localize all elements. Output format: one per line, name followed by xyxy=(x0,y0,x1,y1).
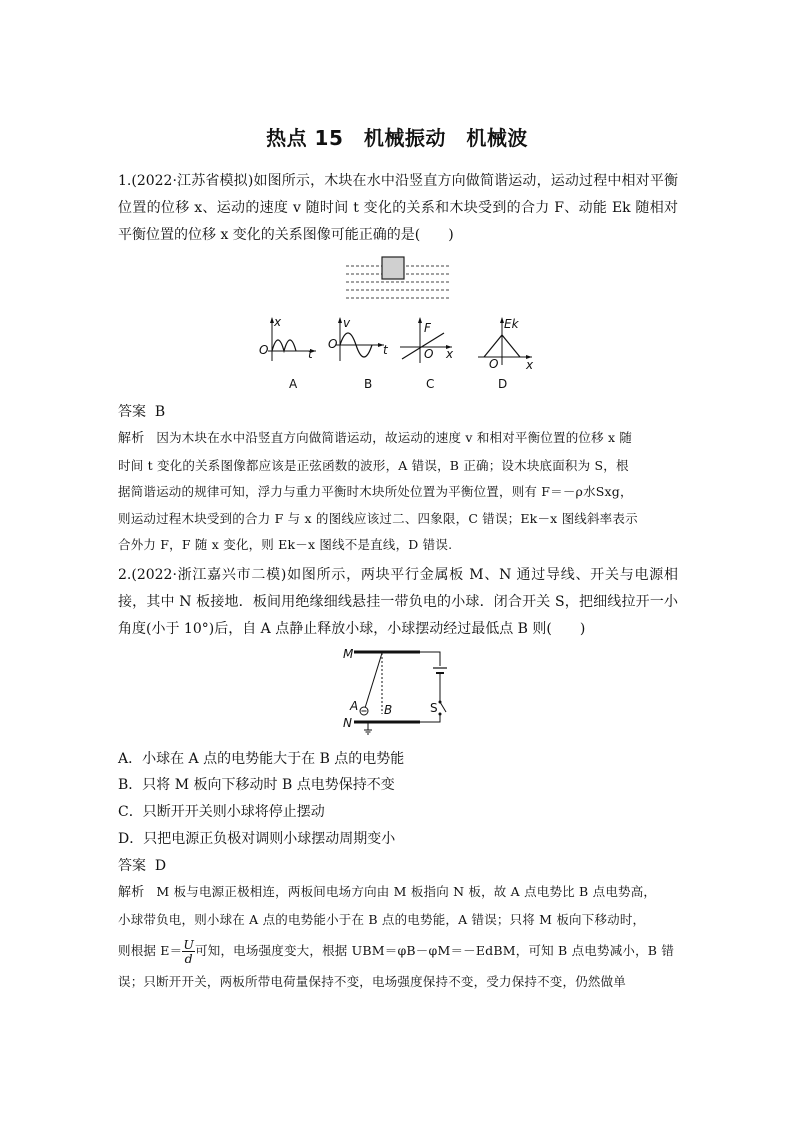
option-a: A．小球在 A 点的电势能大于在 B 点的电势能 xyxy=(118,751,405,767)
question-1-text: 1.(2022·江苏省模拟)如图所示，木块在水中沿竖直方向做简谐运动，运动过程中相对平衡位置的位移 x、运动的速度 v 随时间 t 变化的关系和木块受到的合力 F、动能 Ek 随相对平衡位置的位移 x 变化的关系图像可能正确的是( ) xyxy=(118,173,678,243)
question-2-text: 2.(2022·浙江嘉兴市二模)如图所示，两块平行金属板 M、N 通过导线、开关与电源相接，其中 N 板接地．板间用绝缘细线悬挂一带负电的小球．闭合开关 S，把细线拉开一小角度(小于 10°)后，自 A 点静止释放小球，小球摆动经过最低点 B 则( ) xyxy=(118,567,678,637)
graph-d-y-label: Ek xyxy=(504,317,519,331)
q1-water-block-figure xyxy=(340,255,456,307)
plate-m-label: M xyxy=(343,647,354,661)
switch-s-label: S xyxy=(430,701,438,715)
page-title: 热点 15 机械振动 机械波 xyxy=(266,126,528,150)
fraction-u-over-d: $\frac{U}{d}$ xyxy=(183,937,195,966)
option-b: B．只将 M 板向下移动时 B 点电势保持不变 xyxy=(118,777,395,793)
option-d: D．只把电源正负极对调则小球摆动周期变小 xyxy=(118,831,396,847)
graph-label-a: A xyxy=(289,377,298,391)
graph-label-b: B xyxy=(364,377,373,391)
graph-a-y-label: x xyxy=(274,315,282,329)
graph-a-origin: O xyxy=(259,343,269,357)
graph-b-origin: O xyxy=(328,337,338,351)
graph-b-y-label: v xyxy=(343,316,351,330)
graph-b-x-label: t xyxy=(383,343,388,357)
wooden-block xyxy=(382,257,404,279)
graph-label-d: D xyxy=(498,377,508,391)
graph-d-x-label: x xyxy=(526,358,534,372)
q2-analysis: 解析 M 板与电源正极相连，两板间电场方向由 M 板指向 N 板，故 A 点电势比 B 点电势高， 小球带负电，则小球在 A 点的电势能小于在 B 点的电势能，A 错误；只将 M 板向下移动时， 则根据 E＝ $\frac{U}{d}$ 可知，电场强度变大，根据 UBM＝φB－φM＝－EdBM，可知 B 点电势减小，B 错 误；只断开开关，两板所带电荷量保持不变，电场强度保持不变，受力保持不变，仍然做单 xyxy=(118,884,675,989)
q1-answer: 答案 B xyxy=(118,404,166,420)
graph-d-origin: O xyxy=(489,357,499,371)
graph-c-origin: O xyxy=(424,347,434,361)
plate-n-label: N xyxy=(343,716,352,730)
point-a-label: A xyxy=(350,699,359,713)
q2-circuit-figure xyxy=(340,642,460,738)
graph-c-y-label: F xyxy=(424,321,431,335)
graph-label-c: C xyxy=(426,377,435,391)
graph-a-x-label: t xyxy=(308,347,313,361)
q1-analysis: 解析 因为木块在水中沿竖直方向做简谐运动，故运动的速度 v 和相对平衡位置的位移 x 随 时间 t 变化的关系图像都应该是正弦函数的波形，A 错误，B 正确；设木块底面积为 S，根 据简谐运动的规律可知，浮力与重力平衡时木块所处位置为平衡位置，则有 F＝－ρ水Sxg， 则运动过程木块受到的合力 F 与 x 的图线应该过二、四象限，C 错误；Ek－x 图线斜率表示 合外力 F，F 随 x 变化，则 Ek－x 图线不是直线，D 错误. xyxy=(118,430,638,552)
point-b-label: B xyxy=(384,703,393,717)
graph-c-x-label: x xyxy=(446,347,454,361)
option-c: C．只断开开关则小球将停止摆动 xyxy=(118,804,325,820)
q2-answer: 答案 D xyxy=(118,858,167,874)
